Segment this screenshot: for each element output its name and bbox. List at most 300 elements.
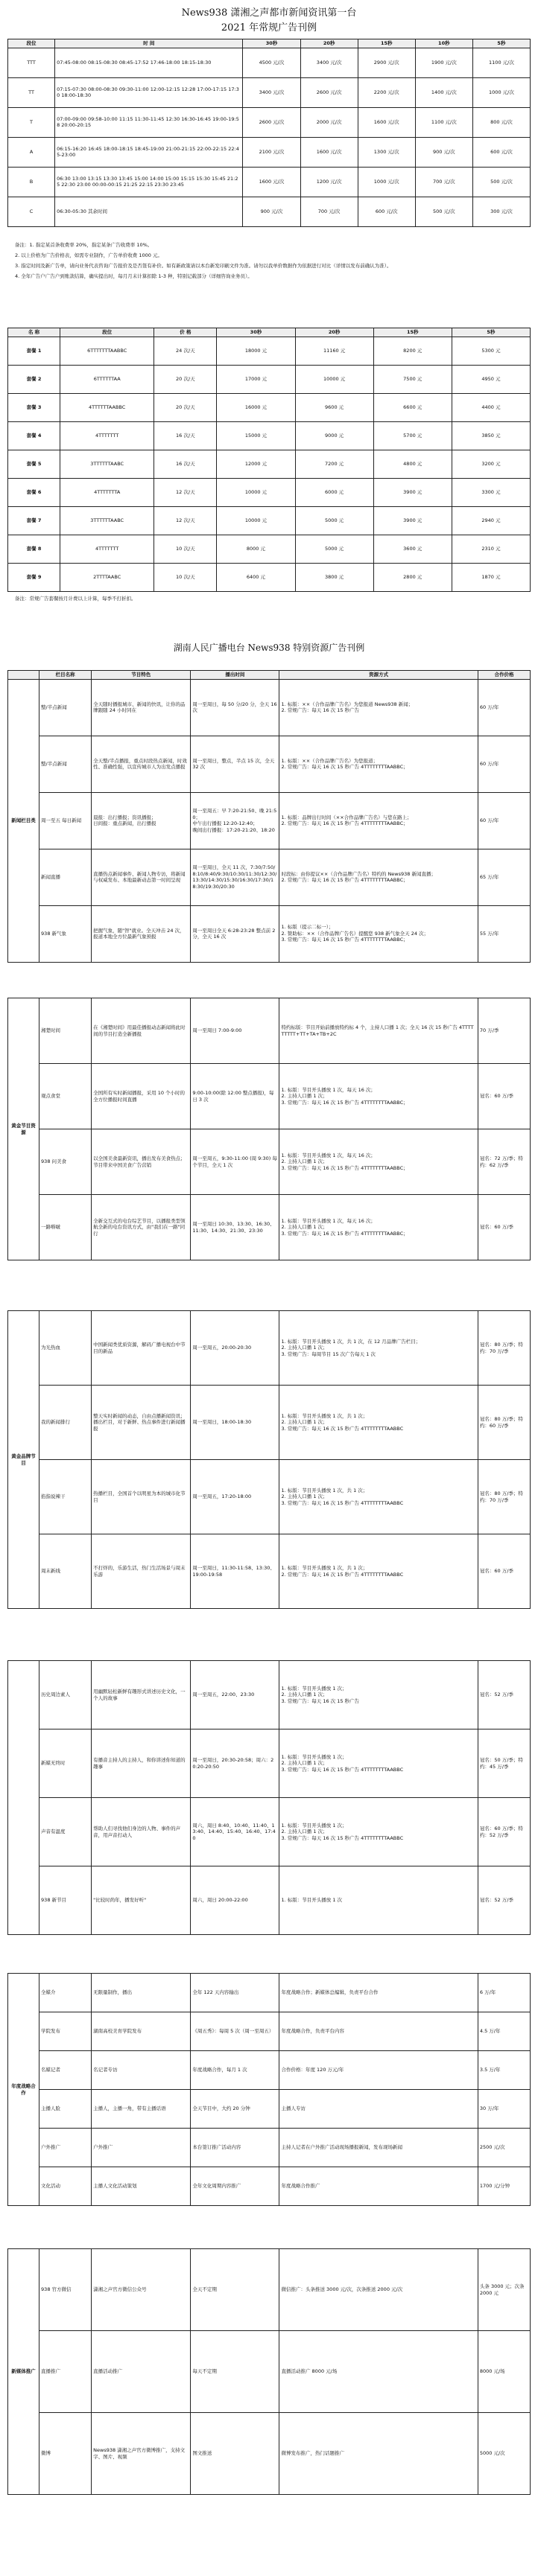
table-cell: 8000 元/场 — [478, 2331, 530, 2413]
table-cell: 3900 元 — [373, 506, 452, 535]
table-cell: 10000 元 — [217, 506, 295, 535]
special-table-4 — [7, 1660, 531, 1935]
table-cell: 1900 元/次 — [415, 48, 472, 77]
table-cell: 全天节目中，大约 20 分钟 — [191, 2090, 279, 2129]
table-cell: 周一至周日，整点，半点 15 次，全天 32 次 — [191, 736, 279, 792]
table-cell: 06:30 13:00 13:15 13:30 13:45 15:00 14:00 15:00 15:15 15:30 15:45 21:25 22:30 23:00 00:00-00:15 21:25 22:15 23:30 23:45 — [55, 167, 243, 197]
table-row — [8, 2331, 531, 2413]
table-row — [8, 1534, 531, 1609]
table-cell: 1. 标版：××（合作品牌广告名）为您报道 News938 新闻； 2. 常规广告：每天 16 次 15 秒广告 — [279, 679, 478, 736]
rate-col-header: 10秒 — [415, 39, 472, 48]
table-cell: 2940 元 — [452, 506, 530, 535]
table-cell: 07:15-07:30 08:00-08:30 09:30-11:00 12:00-12:15 12:28 17:00-17:15 17:30 18:00-18:30 — [55, 77, 243, 107]
table-cell: 热播栏目，全国首个以明星为本的城市化节目 — [92, 1460, 191, 1534]
table-cell: 为光热血 — [39, 1311, 92, 1386]
package-col-header: 15秒 — [373, 328, 452, 337]
special-table-2 — [7, 998, 531, 1260]
table-cell: 24 次/天 — [154, 337, 217, 365]
table-cell: 1. 标版：××（合作品牌广告名）为您报道； 2. 常规广告：每天 16 次 15 秒广告 4TTTTTTTTAABBC； — [279, 736, 478, 792]
table-cell: 7200 元 — [295, 450, 373, 478]
table-cell: 4500 元/次 — [243, 48, 300, 77]
table-row — [8, 2051, 531, 2090]
special-table-6 — [7, 2248, 531, 2495]
table-cell: 12 次/天 — [154, 506, 217, 535]
table-cell: 1. 标版：节目开头播放 1 次，每天 16 次； 2. 主持人口播 1 次； 3. 常规广告：每天 16 次 15 秒广告 4TTTTTTTTAABBC； — [279, 1064, 478, 1129]
table-cell: 冠名：60 万/季 — [478, 1064, 530, 1129]
table-cell: 周一至周五，20:00-20:30 — [191, 1311, 279, 1386]
table-cell: 掐指说辣干 — [39, 1460, 92, 1534]
table-row — [8, 1729, 531, 1798]
note-line: 4. 全年广告户广告户到账款结算，确实提出时，每月月末计算扣除 1-3 种，特别记载部分（详细咨询业务员）。 — [15, 273, 253, 279]
table-cell: 套餐 5 — [8, 450, 60, 478]
table-cell: 学院发布 — [39, 2012, 92, 2051]
table-cell: 周一至周日，18:00-18:30 — [191, 1386, 279, 1460]
table-cell: 2310 元 — [452, 535, 530, 563]
table-cell: 70 万/季 — [478, 998, 530, 1064]
table-cell: 套餐 7 — [8, 506, 60, 535]
table-cell: 潇湘之声官方微信公众号 — [92, 2249, 191, 2331]
table-cell: 07:45-08:00 08:15-08:30 08:45-17:52 17:46-18:00 18:15-18:30 — [55, 48, 243, 77]
table-row — [8, 1866, 531, 1935]
table-cell: 5000 元/次 — [478, 2413, 530, 2495]
table-row — [8, 2413, 531, 2495]
table-cell: 1. 标版：节目开头播放 1 次，共 1 次； 2. 主持人口播 1 次； 3. 常规广告：每天 16 次 15 秒广告 4TTTTTTTTAABBC — [279, 1386, 478, 1460]
package-table-section — [7, 328, 531, 605]
rate-col-header: 5秒 — [472, 39, 530, 48]
table-cell: 1. 标版：节目开头播放 1 次； 2. 主持人口播 1 次； 3. 常规广告：每天 16 次 15 秒广告 4TTTTTTTTAABBC — [279, 1729, 478, 1798]
table-cell: 6000 元 — [295, 478, 373, 506]
table-cell: 2TTTTAABC — [60, 563, 154, 591]
special-table-4-body — [8, 1661, 531, 1935]
table-cell: 套餐 4 — [8, 421, 60, 450]
table-cell: 18000 元 — [217, 337, 295, 365]
table-cell: 11160 元 — [295, 337, 373, 365]
table-cell: 1. 标版：节目开头播放 1 次，每天 16 次； 2. 主持人口播 1 次； 3. 常规广告：每天 16 次 15 秒广告 4TTTTTTTTAABBC； — [279, 1129, 478, 1195]
special-table-4-section — [7, 1660, 531, 1935]
table-cell: 1. 标版：节目开头播放 1 次，共 1 次； 2. 主持人口播 1 次； 3. 常规广告：每天 16 次 15 秒广告 4TTTTTTTTAABBC — [279, 1460, 478, 1534]
table-cell: 冠名：50 万/季；特约：45 万/季 — [478, 1729, 530, 1798]
section-label — [8, 1661, 39, 1935]
table-cell: 1200 元/次 — [300, 167, 358, 197]
table-cell: 3400 元/次 — [243, 77, 300, 107]
table-cell: 一路嘚啵 — [39, 1195, 92, 1260]
table-cell: 直播活动推广 8000 元/场 — [279, 2331, 478, 2413]
table-cell: 无限量制作，播出 — [92, 1974, 191, 2012]
table-cell: 1600 元/次 — [300, 137, 358, 167]
table-cell: T — [8, 107, 55, 137]
table-cell: 冠名：60 万/季；特约：52 万/季 — [478, 1798, 530, 1866]
table-row — [8, 1460, 531, 1534]
table-cell: 周一至周日，每 50 分/20 分，全天 16 次 — [191, 679, 279, 736]
table-cell: 1600 元/次 — [358, 107, 415, 137]
table-cell: 6600 元 — [373, 393, 452, 421]
table-cell: 主播人专访 — [279, 2090, 478, 2129]
table-cell: 文化活动 — [39, 2167, 92, 2206]
table-row — [8, 365, 531, 393]
table-cell: 微信推广：头条推送 3000 元/次，次条推送 2000 元/次 — [279, 2249, 478, 2331]
table-cell: 主持人记者在户外推广活动现场播报新闻，发布现场新闻 — [279, 2129, 478, 2167]
special-title: 湖南人民广播电台 News938 特别资源广告刊例 — [173, 643, 365, 653]
table-cell: 900 元/次 — [415, 137, 472, 167]
table-cell: 周一至周五：早 7:20-21:50、晚 21:50； 中午出行播报 12:20-12:40； 晚间出行播报：17:20-21:20、18:20 — [191, 792, 279, 849]
table-cell: 800 元/次 — [472, 107, 530, 137]
special-table-1-body — [8, 679, 531, 962]
table-cell: 1870 元 — [452, 563, 530, 591]
special-table-3-body — [8, 1311, 531, 1609]
table-cell: A — [8, 137, 55, 167]
table-cell: 观点食堂 — [39, 1064, 92, 1129]
section-label: 新媒体推广 — [8, 2249, 39, 2495]
special-table-5-body — [8, 1974, 531, 2206]
package-col-header: 5秒 — [452, 328, 530, 337]
table-cell: 2800 元 — [373, 563, 452, 591]
table-cell: 新闻直播 — [39, 849, 92, 905]
table-row — [8, 137, 531, 167]
table-row — [8, 1661, 531, 1729]
table-cell: 户外推广 — [39, 2129, 92, 2167]
rate-table-section — [7, 39, 531, 227]
table-cell: 套餐 3 — [8, 393, 60, 421]
document-header — [7, 6, 531, 36]
table-row — [8, 2249, 531, 2331]
table-row — [8, 77, 531, 107]
table-cell: 9600 元 — [295, 393, 373, 421]
table-cell: 1100 元/次 — [415, 107, 472, 137]
package-table-body — [8, 337, 531, 591]
notes-section — [7, 238, 531, 283]
special-col-header: 播出时间 — [191, 671, 279, 680]
table-cell: 全年文化周期内容推广 — [191, 2167, 279, 2206]
table-cell: 中国新闻类优质资源，解码广播电视台中节目的新品 — [92, 1311, 191, 1386]
table-row — [8, 107, 531, 137]
table-cell: C — [8, 197, 55, 226]
package-note: 备注：常规广告套餐按月计费以上计算，每季不打折扣。 — [15, 595, 136, 602]
special-table-5-section — [7, 1973, 531, 2206]
table-cell: 6400 元 — [217, 563, 295, 591]
table-cell: 晨报：出行播报；资讯播报； 日间报：重点新闻，出行播报 — [92, 792, 191, 849]
table-cell: 把握气象，随"智"就业。全天冲击 24 次，报道本地全方位最新气象预报 — [92, 905, 191, 962]
table-cell: 8000 元 — [217, 535, 295, 563]
table-cell: 全国所有实时新闻播报，采用 10 个小时的全方位播报时间直播 — [92, 1064, 191, 1129]
note-line: 3. 指定时间及新广告单，请向业务代表咨询广告报价及是否签有补价。如有新政策请以本台新发印刷文件为准。请勿以我单价数据作为依据进行对比（详情以发布前确认为准）。 — [15, 263, 392, 269]
table-cell: 30 万/年 — [478, 2090, 530, 2129]
table-cell: 2200 元/次 — [358, 77, 415, 107]
table-cell: 2100 元/次 — [243, 137, 300, 167]
table-cell: 声音有温度 — [39, 1798, 92, 1866]
table-cell: 1100 元/次 — [472, 48, 530, 77]
table-row — [8, 1195, 531, 1260]
table-cell: 60 万/年 — [478, 736, 530, 792]
special-col-header — [8, 671, 39, 680]
table-cell: 特约标版：节目开始前播放特约标 4 个，主持人口播 1 次；全天 16 次 15 秒广告 4TTTTTTTTT+TT+TA+TB+2C — [279, 998, 478, 1064]
table-cell: 6 万/年 — [478, 1974, 530, 2012]
table-cell: 1700 元/分钟 — [478, 2167, 530, 2206]
table-row — [8, 905, 531, 962]
table-row — [8, 2167, 531, 2206]
table-cell: "比较时尚年，播发好听" — [92, 1866, 191, 1935]
table-cell: 938 新节目 — [39, 1866, 92, 1935]
document-title-line1: News938 潇湘之声都市新闻资讯第一台 — [181, 7, 357, 19]
table-cell: 2600 元/次 — [243, 107, 300, 137]
table-cell: 4950 元 — [452, 365, 530, 393]
table-cell: 3850 元 — [452, 421, 530, 450]
table-cell: 1400 元/次 — [415, 77, 472, 107]
table-cell: 1000 元/次 — [472, 77, 530, 107]
table-cell: 周一至周五，22:00、23:30 — [191, 1661, 279, 1729]
table-cell: 冠名：52 万/季 — [478, 1661, 530, 1729]
table-row — [8, 1311, 531, 1386]
note-line: 2. 以上价格为广告价格表，如需专业制作，广告单价收费 1000 元。 — [15, 252, 162, 258]
table-cell: 900 元/次 — [243, 197, 300, 226]
table-cell: 全天不定期 — [191, 2249, 279, 2331]
table-cell: 主播人文化活动策划 — [92, 2167, 191, 2206]
table-cell: 2600 元/次 — [300, 77, 358, 107]
table-cell: 3600 元 — [373, 535, 452, 563]
table-cell: 历史周边素人 — [39, 1661, 92, 1729]
table-cell: 60 万/年 — [478, 792, 530, 849]
special-col-header: 合作价格 — [478, 671, 530, 680]
table-row — [8, 998, 531, 1064]
table-cell: 3TTTTTTAABC — [60, 450, 154, 478]
table-cell: 直播热点新闻事件、新闻人物专访，将新闻与权威发布、本地最新动态第一时间呈现 — [92, 849, 191, 905]
table-row — [8, 1798, 531, 1866]
table-row — [8, 535, 531, 563]
special-section-header — [7, 640, 531, 655]
table-cell: 10000 元 — [217, 478, 295, 506]
table-row — [8, 393, 531, 421]
table-cell: 500 元/次 — [472, 167, 530, 197]
table-cell: 本台签订推广活动内容 — [191, 2129, 279, 2167]
table-cell: 4800 元 — [373, 450, 452, 478]
table-cell: 5300 元 — [452, 337, 530, 365]
table-cell: 1. 标版：节目开头播放 1 次； 2. 主持人口播 1 次； 3. 常规广告：每天 16 次 15 秒广告 — [279, 1661, 478, 1729]
rate-col-header: 15秒 — [358, 39, 415, 48]
table-cell: 2900 元/次 — [358, 48, 415, 77]
rate-col-header: 段位 — [8, 39, 55, 48]
table-cell: 年度战略合作，负责平台内容 — [279, 2012, 478, 2051]
table-cell: 6TTTTTTAA — [60, 365, 154, 393]
table-cell: 4TTTTTTAABBC — [60, 393, 154, 421]
table-cell: 4.5 万/年 — [478, 2012, 530, 2051]
special-col-header: 资源方式 — [279, 671, 478, 680]
table-cell: 8200 元 — [373, 337, 452, 365]
table-cell: 16000 元 — [217, 393, 295, 421]
table-cell: 938 新气象 — [39, 905, 92, 962]
table-cell: 周一至周五，17:20-18:00 — [191, 1460, 279, 1534]
table-cell: 1. 标版（提示二标一）； 2. 赞助标：××（合作品牌广告名）提醒您 938 新气象全天 24 次； 3. 常规广告：每天 16 次 15 秒广告 4TTTTTTTTAABBC； — [279, 905, 478, 962]
table-row — [8, 167, 531, 197]
table-cell: 整/半点新闻 — [39, 679, 92, 736]
table-cell: 周一至周日 7:00-9:00 — [191, 998, 279, 1064]
table-cell: 周一至周日 10:30、13:30、16:30、11:30、14:30、21:30、23:30 — [191, 1195, 279, 1260]
table-cell: 500 元/次 — [415, 197, 472, 226]
table-cell: 冠名：80 万/季；特约：70 万/季 — [478, 1311, 530, 1386]
special-table-2-section — [7, 998, 531, 1260]
rate-col-header: 20秒 — [300, 39, 358, 48]
table-cell: 套餐 6 — [8, 478, 60, 506]
table-cell: 4TTTTTTT — [60, 535, 154, 563]
table-cell: 7500 元 — [373, 365, 452, 393]
table-cell: 10000 元 — [295, 365, 373, 393]
table-cell: 17000 元 — [217, 365, 295, 393]
table-row — [8, 48, 531, 77]
package-table — [7, 328, 531, 592]
table-row — [8, 450, 531, 478]
table-cell: 新媒无终时 — [39, 1729, 92, 1798]
table-cell: 有播音主持人的主持人，和你讲述你知道的趣事 — [92, 1729, 191, 1798]
table-cell: 《周五秀》：每周 5 次（周一至周五） — [191, 2012, 279, 2051]
table-cell: 名媒记者 — [39, 2051, 92, 2090]
special-table-6-body — [8, 2249, 531, 2495]
table-cell: 在《湘楚时间》用最佳播报动态新闻将此时间的节目打造全新播报 — [92, 998, 191, 1064]
rate-table-header-row — [8, 39, 531, 48]
table-row — [8, 478, 531, 506]
table-row — [8, 679, 531, 736]
table-cell: 10 次/天 — [154, 563, 217, 591]
package-col-header: 30秒 — [217, 328, 295, 337]
table-cell: 15000 元 — [217, 421, 295, 450]
table-row — [8, 849, 531, 905]
table-cell: 6TTTTTTTAABBC — [60, 337, 154, 365]
table-cell: 5000 元 — [295, 535, 373, 563]
table-cell: 整天实时新闻的动态，自由点播新闻资讯；播出栏目，对于新鲜、热点事件进行新闻播报 — [92, 1386, 191, 1460]
table-cell: B — [8, 167, 55, 197]
table-cell: 2000 元/次 — [300, 107, 358, 137]
section-label: 年度战略合作 — [8, 1974, 39, 2206]
table-cell: 以全国美食最新资讯，播出发布美食热点；节目带来中国美食广告营销 — [92, 1129, 191, 1195]
table-cell: 户外推广 — [92, 2129, 191, 2167]
special-table-6-section — [7, 2248, 531, 2495]
table-cell: 全天随时播报城市、新闻的快讯，让你的品牌跟随 24 小时同在 — [92, 679, 191, 736]
package-col-header: 价 格 — [154, 328, 217, 337]
table-row — [8, 337, 531, 365]
rate-col-header: 30秒 — [243, 39, 300, 48]
table-cell: 湖南高校美育学院发布 — [92, 2012, 191, 2051]
table-cell: 全天整/半点播报，重点时段热点新闻，时效性、准确性强，以宣传城市人为出发点播报 — [92, 736, 191, 792]
table-cell: 9:00-10:00(除 12:00 整点播报)，每日 3 次 — [191, 1064, 279, 1129]
table-cell: 1. 标版：节目开头播放 1 次，共 1 次，在 12 月品牌广告栏目； 2. 主持人口播 1 次； 3. 常规广告：每周节目 15 次广告每天 1 次 — [279, 1311, 478, 1386]
special-col-header: 栏目名称 — [39, 671, 92, 680]
table-cell: 4TTTTTTT — [60, 421, 154, 450]
table-cell: 整/半点新闻 — [39, 736, 92, 792]
table-cell: 周六，周日 20:00-22:00 — [191, 1866, 279, 1935]
table-cell: 1. 标版：节目开头播放 1 次，共 1 次； 2. 常规广告：每天 16 次 15 秒广告 4TTTTTTTTAABBC — [279, 1534, 478, 1609]
table-cell: 全年 122 天内容输出 — [191, 1974, 279, 2012]
special-table-1 — [7, 670, 531, 963]
table-cell: 时段标：由你提议××（合作品牌广告名）特约的 News938 新闻直播； 2. 常规广告：每天 16 次 15 秒广告 4TTTTTTTTAABBC； — [279, 849, 478, 905]
table-cell: 周六，周日 8:40、10:40、11:40、13:40、14:40、15:40、16:40、17:40 — [191, 1798, 279, 1866]
table-cell: 冠名：80 万/季；特约：70 万/季 — [478, 1460, 530, 1534]
table-cell: 周一至周五，9:30-11:00 (周 9:30) 每个节目，全天 1 次 — [191, 1129, 279, 1195]
table-cell: 300 元/次 — [472, 197, 530, 226]
table-cell: 1300 元/次 — [358, 137, 415, 167]
table-cell: TTT — [8, 48, 55, 77]
table-cell: 湘楚时间 — [39, 998, 92, 1064]
table-cell: 938 官方微信 — [39, 2249, 92, 2331]
table-cell: 3200 元 — [452, 450, 530, 478]
table-cell: 年度战略合作推广 — [279, 2167, 478, 2206]
table-cell: 16 次/天 — [154, 421, 217, 450]
table-cell: 4TTTTTTTA — [60, 478, 154, 506]
table-row — [8, 1064, 531, 1129]
special-table-3-section — [7, 1310, 531, 1609]
table-cell: 600 元/次 — [358, 197, 415, 226]
section-label: 新闻栏目类 — [8, 679, 39, 962]
table-cell: 直播活动推广 — [92, 2331, 191, 2413]
table-cell: 5000 元 — [295, 506, 373, 535]
table-cell: 套餐 2 — [8, 365, 60, 393]
rate-table — [7, 39, 531, 227]
table-cell: 3.5 万/年 — [478, 2051, 530, 2090]
special-table-1-section — [7, 670, 531, 963]
table-cell: 06:15-16:20 16:45 18:00-18:15 18:45-19:00 21:00-21:15 22:00-22:15 22:45-23:00 — [55, 137, 243, 167]
special-table-3 — [7, 1310, 531, 1609]
package-col-header: 20秒 — [295, 328, 373, 337]
table-row — [8, 506, 531, 535]
table-cell: 3400 元/次 — [300, 48, 358, 77]
table-cell: 3800 元 — [295, 563, 373, 591]
table-cell: 主播人，主播一角，带有主播话语 — [92, 2090, 191, 2129]
package-table-header-row — [8, 328, 531, 337]
table-cell: 12000 元 — [217, 450, 295, 478]
table-cell: 周一至周日全天 6:28-23:28 整点前 2 分，全天 16 次 — [191, 905, 279, 962]
table-cell: 1. 标版：节目开头播放 1 次 — [279, 1866, 478, 1935]
table-cell: 1. 标版：品牌出行时间（××合作品牌广告名）与您在路上； 2. 常规广告：每天 16 次 15 秒广告 4TTTTTTTTAABBC； — [279, 792, 478, 849]
rate-table-body — [8, 48, 531, 226]
table-row — [8, 1386, 531, 1460]
table-cell: 全新交互式的电台综艺节目，以播报类型领航全新的电台资讯方式，由"我们在一路"同行 — [92, 1195, 191, 1260]
table-cell: TT — [8, 77, 55, 107]
table-cell: 图文推送 — [191, 2413, 279, 2495]
table-cell: 冠名：80 万/季；特约：60 万/季 — [478, 1386, 530, 1460]
table-cell: 3TTTTTTAABC — [60, 506, 154, 535]
table-cell: 700 元/次 — [415, 167, 472, 197]
package-col-header: 段位 — [60, 328, 154, 337]
table-row — [8, 197, 531, 226]
table-cell: 3900 元 — [373, 478, 452, 506]
table-cell: 5700 元 — [373, 421, 452, 450]
table-cell: 600 元/次 — [472, 137, 530, 167]
table-row — [8, 736, 531, 792]
table-cell: 06:30-05:30 其余时间 — [55, 197, 243, 226]
table-cell: 名记者专访 — [92, 2051, 191, 2090]
table-row — [8, 2012, 531, 2051]
table-cell: 16 次/天 — [154, 450, 217, 478]
table-cell: 2500 元/次 — [478, 2129, 530, 2167]
table-cell: 周一至周日，20:30-20:58；周六：20:20-20:50 — [191, 1729, 279, 1798]
table-cell: 冠名：60 万/季 — [478, 1195, 530, 1260]
table-cell: 主播人脸 — [39, 2090, 92, 2129]
table-cell: 年度战略合作，每月 1 次 — [191, 2051, 279, 2090]
table-cell: 周一至周日，11:30-11:58、13:30、19:00-19:58 — [191, 1534, 279, 1609]
special-col-header: 节目特色 — [92, 671, 191, 680]
section-label: 黄金节目资源 — [8, 998, 39, 1260]
table-cell: 12 次/天 — [154, 478, 217, 506]
table-row — [8, 2090, 531, 2129]
table-cell: 4400 元 — [452, 393, 530, 421]
table-cell: 套餐 8 — [8, 535, 60, 563]
table-row — [8, 792, 531, 849]
table-cell: 周末新线 — [39, 1534, 92, 1609]
table-cell: 938 问美食 — [39, 1129, 92, 1195]
table-cell: 合作价格：年度 120 万元/年 — [279, 2051, 478, 2090]
package-col-header: 名 称 — [8, 328, 60, 337]
table-cell: 10 次/天 — [154, 535, 217, 563]
table-cell: 20 次/天 — [154, 393, 217, 421]
table-cell: 1600 元/次 — [243, 167, 300, 197]
table-cell: 3300 元 — [452, 478, 530, 506]
section-label: 黄金品牌节目 — [8, 1311, 39, 1609]
